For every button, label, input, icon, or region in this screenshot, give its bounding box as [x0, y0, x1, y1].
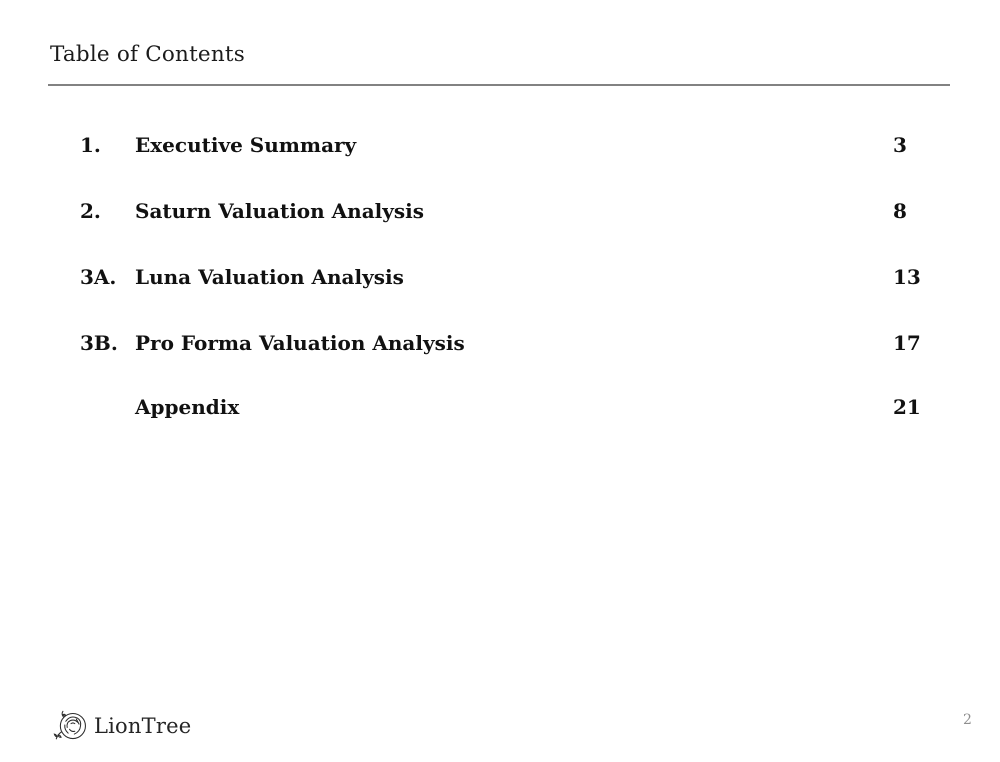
toc-entry-label: Luna Valuation Analysis [135, 265, 404, 289]
toc-entry-page: 17 [893, 331, 921, 355]
toc-entry [80, 198, 950, 224]
toc-entry [80, 132, 950, 158]
toc-entry-number: 2. [80, 199, 101, 223]
toc-entry-label: Pro Forma Valuation Analysis [135, 331, 465, 355]
toc-entry [80, 330, 950, 356]
toc-entry-page: 3 [893, 133, 907, 157]
liontree-wordmark: LionTree [94, 714, 192, 738]
page-number: 2 [963, 712, 972, 728]
toc-entry-page: 21 [893, 395, 921, 419]
page-title: Table of Contents [50, 42, 245, 67]
title-divider [48, 84, 950, 86]
toc-entry-page: 13 [893, 265, 921, 289]
liontree-lion-emblem-icon [52, 707, 90, 745]
toc-entry-number: 1. [80, 133, 101, 157]
toc-entry-page: 8 [893, 199, 907, 223]
toc-entry [80, 264, 950, 290]
toc-entry-label: Appendix [135, 395, 240, 419]
toc-entry [80, 394, 950, 420]
toc-entry-number: 3B. [80, 331, 118, 355]
liontree-logo [52, 707, 191, 745]
toc-entry-label: Saturn Valuation Analysis [135, 199, 424, 223]
toc-entry-label: Executive Summary [135, 133, 357, 157]
toc-entry-number: 3A. [80, 265, 117, 289]
